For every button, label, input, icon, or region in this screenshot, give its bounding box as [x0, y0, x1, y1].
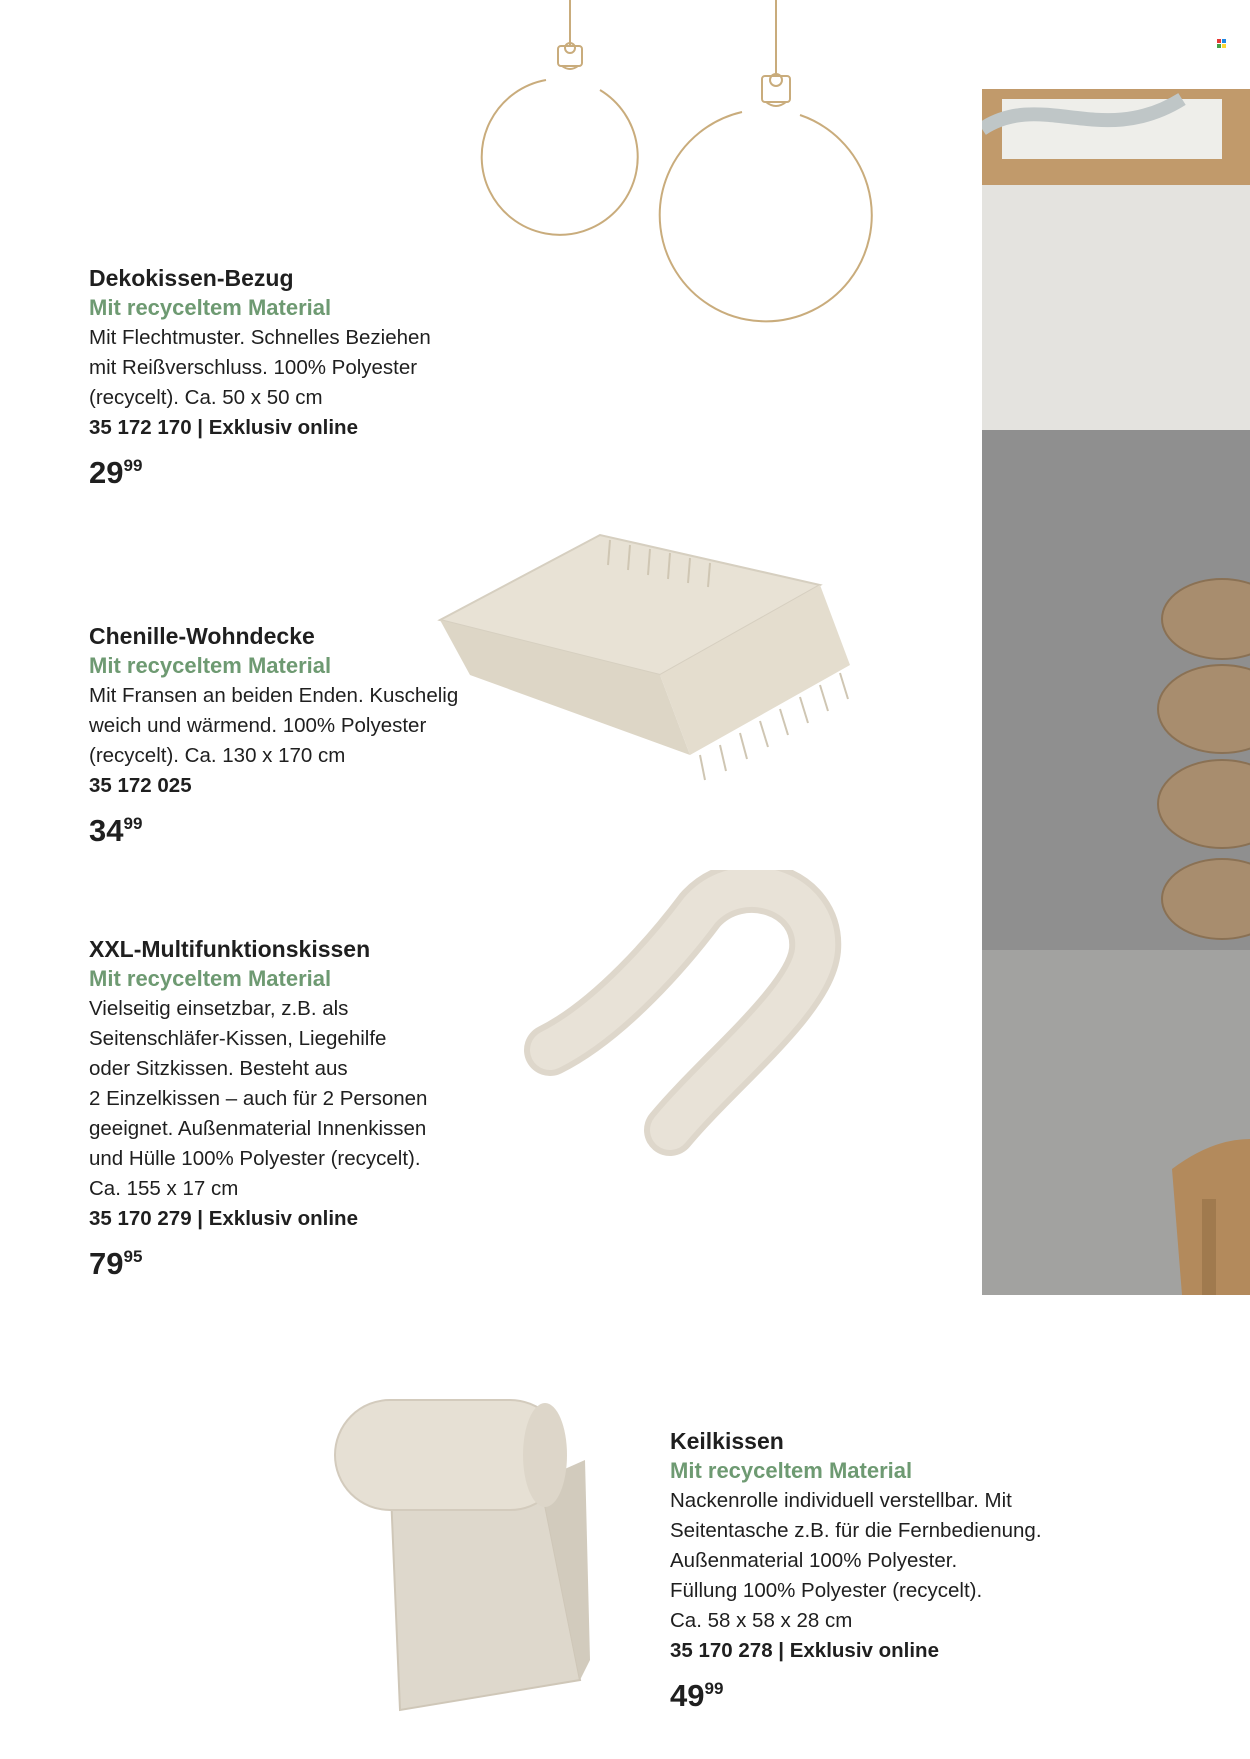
product-price: $79^{95}$: [89, 1246, 143, 1281]
multifunction-pillow-image: [520, 870, 860, 1170]
product-dekokissen-bezug: [89, 263, 509, 492]
product-title: Dekokissen-Bezug: [89, 265, 294, 291]
product-title: Keilkissen: [670, 1428, 784, 1454]
product-price: $29^{99}$: [89, 455, 143, 490]
wedge-pillow-image: [330, 1390, 600, 1720]
product-xxl-multifunktionskissen: [89, 934, 509, 1283]
product-article-number: 35 170 279 | Exklusiv online: [89, 1207, 358, 1230]
product-price: $49^{99}$: [670, 1678, 724, 1713]
product-title: XXL-Multifunktionskissen: [89, 936, 371, 962]
product-title: Chenille-Wohndecke: [89, 623, 315, 649]
product-price: $34^{99}$: [89, 813, 143, 848]
product-description: Vielseitig einsetzbar, z.B. als Seitenschläfer-Kissen, Liegehilfe oder Sitzkissen. Besteht aus 2 Einzelkissen – auch für 2 Personen geeignet. Außenmaterial Innenkissen und Hülle 100% Polyester (recycelt). Ca. 155 x 17 cm: [89, 997, 428, 1200]
product-subtitle: Mit recyceltem Material: [89, 966, 332, 991]
brand-logo-icon: [1217, 35, 1226, 44]
sofa-lifestyle-photo: [982, 89, 1250, 1295]
product-article-number: 35 172 170 | Exklusiv online: [89, 416, 358, 439]
product-article-number: 35 172 025: [89, 774, 192, 797]
product-subtitle: Mit recyceltem Material: [89, 653, 332, 678]
product-description: Mit Flechtmuster. Schnelles Beziehen mit Reißverschluss. 100% Polyester (recycelt). Ca. 50 x 50 cm: [89, 326, 431, 409]
christmas-ornaments-illustration: [480, 0, 900, 330]
chenille-blanket-image: [430, 525, 880, 785]
product-article-number: 35 170 278 | Exklusiv online: [670, 1639, 939, 1662]
product-description: Mit Fransen an beiden Enden. Kuschelig weich und wärmend. 100% Polyester (recycelt). Ca. 130 x 170 cm: [89, 684, 459, 767]
product-description: Nackenrolle individuell verstellbar. Mit Seitentasche z.B. für die Fernbedienung. Außenmaterial 100% Polyester. Füllung 100% Polyester (recycelt). Ca. 58 x 58 x 28 cm: [670, 1489, 1042, 1632]
product-subtitle: Mit recyceltem Material: [89, 295, 332, 320]
product-subtitle: Mit recyceltem Material: [670, 1458, 913, 1483]
product-keilkissen: [670, 1426, 1150, 1715]
